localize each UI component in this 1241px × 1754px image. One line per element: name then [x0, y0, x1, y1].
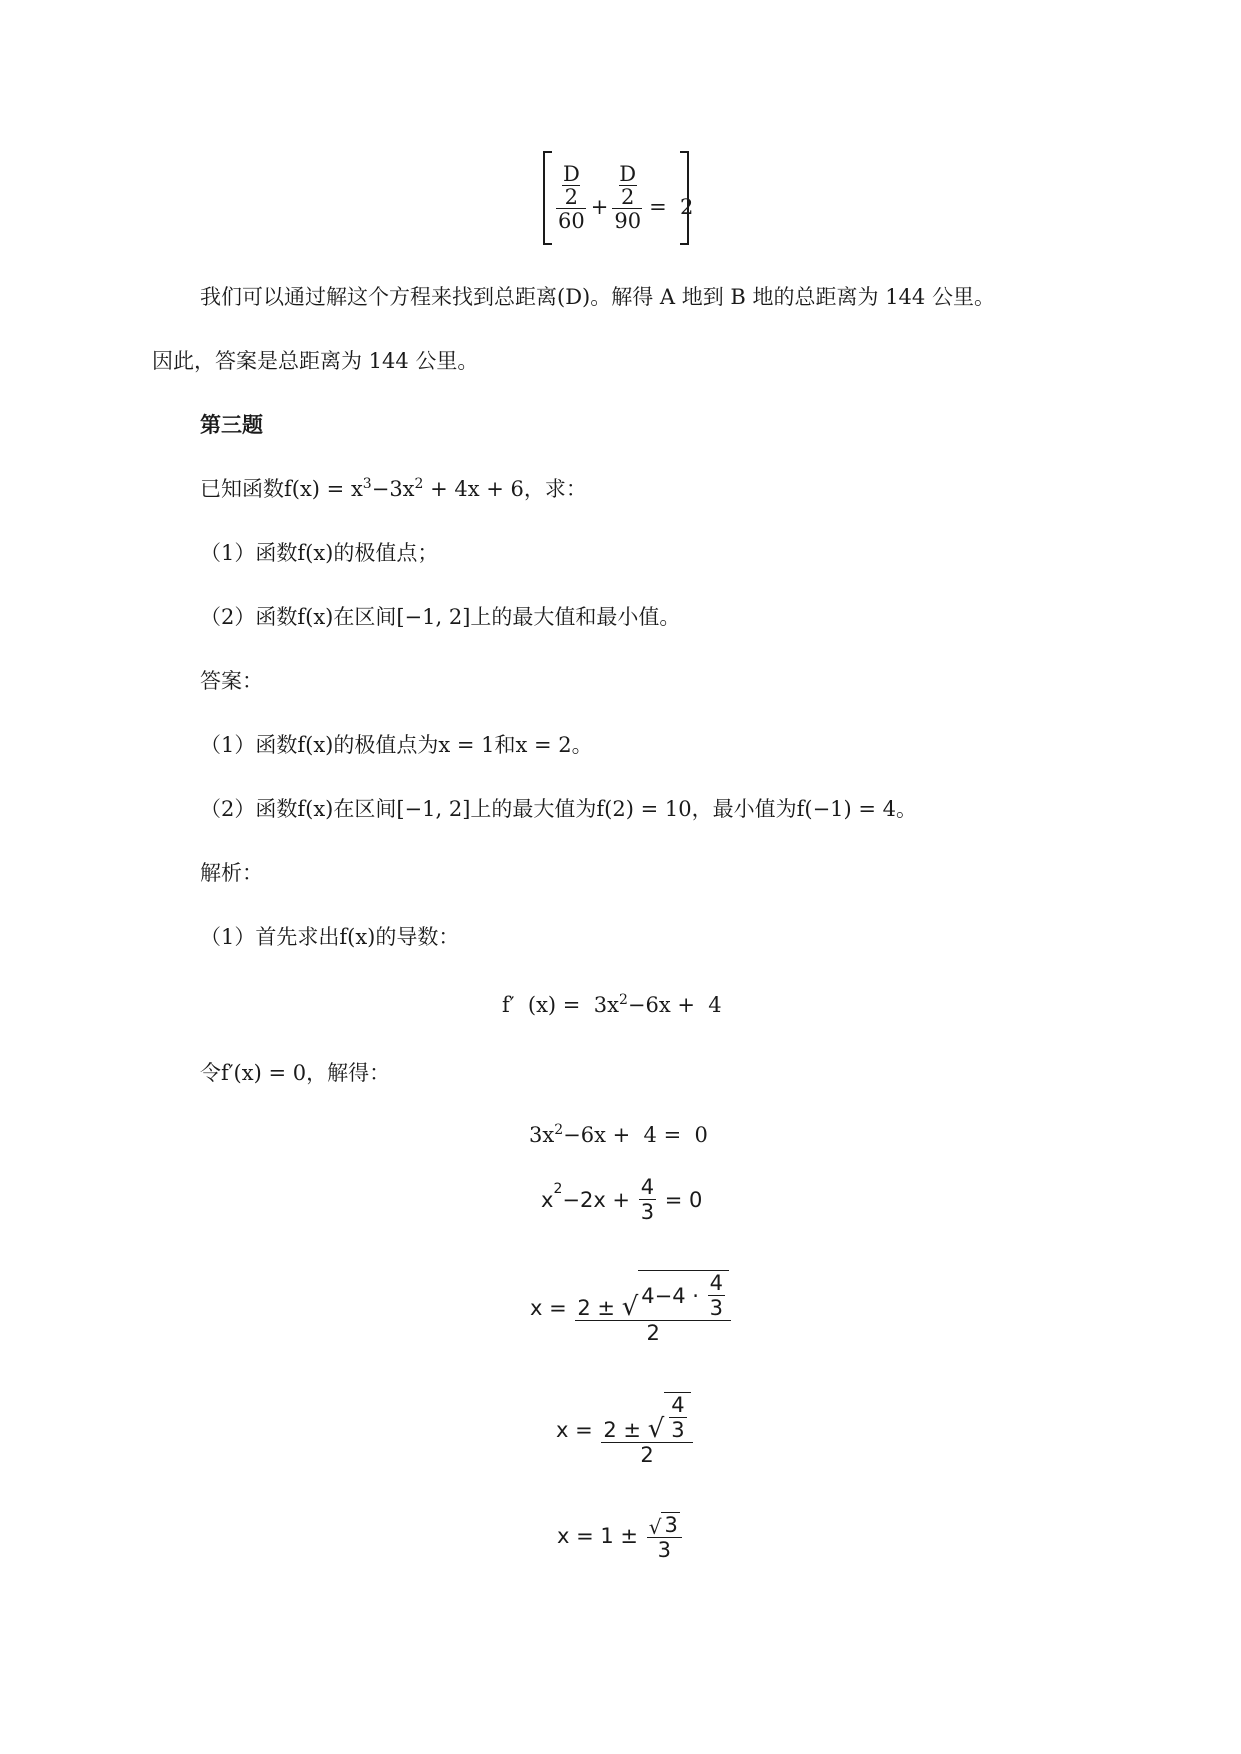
section-heading: 第三题 — [200, 413, 263, 437]
plus-sign: + — [590, 195, 609, 219]
eq2-prefix: x — [541, 1187, 554, 1212]
fraction-4-over-3 — [708, 1271, 725, 1320]
square-root — [622, 1270, 729, 1320]
answer-item-1: （1）函数f(x)的极值点为x = 1和x = 2。 — [200, 733, 593, 757]
equation-5 — [557, 1511, 684, 1562]
exponent: 3 — [362, 476, 372, 492]
fraction-4-over-3 — [639, 1175, 656, 1224]
answer-item-2: （2）函数f(x)在区间[−1, 2]上的最大值为f(2) = 10，最小值为f(−1) = 4。 — [200, 797, 918, 821]
inner-denominator: 2 — [621, 185, 635, 209]
set-derivative-zero: 令f′(x) = 0，解得： — [200, 1061, 391, 1085]
radicand: 4−4 · — [641, 1283, 706, 1308]
derivative-prefix: f′ (x) = 3x — [502, 993, 619, 1017]
question-item-1: （1）函数f(x)的极值点； — [200, 541, 439, 565]
square-root — [648, 1392, 691, 1442]
exponent: 2 — [554, 1122, 564, 1138]
equation-3 — [530, 1270, 733, 1345]
simplified-fraction — [601, 1392, 692, 1467]
exponent: 2 — [618, 992, 628, 1008]
question-intro — [200, 474, 587, 504]
radical-icon: √ — [648, 1514, 662, 1539]
denominator: 3 — [671, 1418, 685, 1442]
eq3-num-prefix: 2 ± — [577, 1296, 622, 1320]
fraction-d2-over-90 — [612, 163, 643, 233]
eq4-num-prefix: 2 ± — [603, 1418, 648, 1442]
fraction-4-over-3 — [669, 1393, 686, 1442]
eq5-lhs: x = 1 ± — [557, 1524, 645, 1549]
radical-icon: √ — [647, 1414, 665, 1444]
numerator: 4 — [640, 1175, 655, 1199]
root-3-over-3 — [647, 1511, 682, 1562]
equation-1 — [529, 1120, 708, 1150]
radical-icon: √ — [621, 1292, 639, 1322]
square-root — [649, 1512, 680, 1537]
denominator: 60 — [558, 209, 585, 233]
analysis-step-1: （1）首先求出f(x)的导数： — [200, 925, 460, 949]
denominator: 2 — [646, 1321, 660, 1345]
intro-prefix: 已知函数f(x) = x — [200, 477, 363, 501]
left-bracket — [542, 150, 554, 246]
equals-rhs: = 2 — [649, 195, 694, 219]
fraction-d2-over-60 — [556, 163, 587, 233]
answer-label: 答案： — [200, 669, 263, 693]
eq2-suffix: = 0 — [658, 1187, 703, 1212]
paragraph-conclusion: 因此，答案是总距离为 144 公里。 — [152, 349, 479, 373]
right-bracket — [678, 150, 690, 246]
exponent: 2 — [414, 476, 424, 492]
paragraph-solve-distance: 我们可以通过解这个方程来找到总距离(D)。解得 A 地到 B 地的总距离为 144 公里。 — [200, 285, 995, 309]
intro-mid: −3x — [371, 477, 415, 501]
denominator: 3 — [709, 1296, 723, 1320]
inner-numerator: D — [562, 162, 580, 186]
eq1-prefix: 3x — [529, 1123, 555, 1147]
eq3-lhs: x = — [530, 1295, 574, 1320]
eq4-lhs: x = — [556, 1417, 600, 1442]
numerator: 4 — [709, 1271, 723, 1295]
equation-2: x 2 −2x + $\frac{4}{3}$ = 0 — [541, 1175, 703, 1224]
question-item-2: （2）函数f(x)在区间[−1, 2]上的最大值和最小值。 — [200, 605, 681, 629]
denominator: 90 — [614, 209, 642, 233]
numerator: 4 — [671, 1393, 685, 1417]
inner-numerator: D — [619, 162, 637, 186]
inner-denominator: 2 — [564, 185, 579, 209]
derivative-suffix: −6x + 4 — [627, 993, 722, 1017]
denominator: 2 — [640, 1443, 654, 1467]
equation-4 — [556, 1392, 695, 1467]
analysis-label: 解析： — [200, 861, 263, 885]
denominator: 3 — [657, 1537, 671, 1562]
radicand: 3 — [661, 1512, 679, 1537]
intro-suffix: + 4x + 6，求： — [423, 477, 587, 501]
quadratic-formula-fraction — [575, 1270, 731, 1345]
eq1-suffix: −6x + 4 = 0 — [563, 1123, 708, 1147]
denominator: 3 — [640, 1200, 655, 1224]
eq2-mid: −2x + — [562, 1187, 637, 1212]
derivative-equation — [502, 990, 722, 1020]
